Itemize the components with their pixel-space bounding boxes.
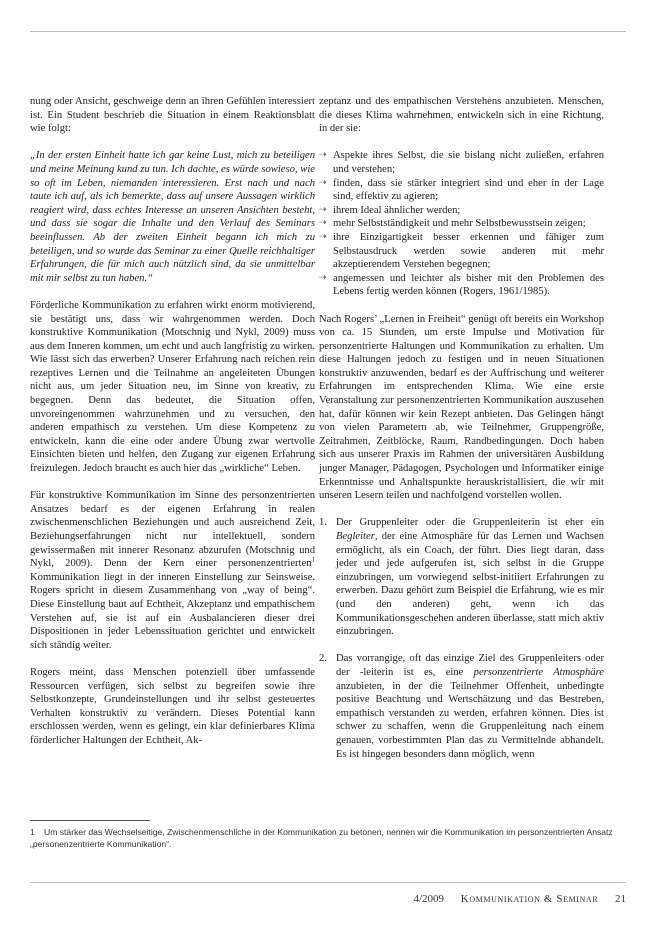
page-number: 21 [615,893,626,905]
arrow-bullet-icon: ⇢ [319,231,327,242]
left-column [30,95,315,761]
list-item: ⇢ finden, dass sie stärker integriert sind und eher in der Lage sind, effektiv zu agieren; [319,177,604,203]
paragraph: Nach Rogers’ „Lernen in Freiheit“ genügt oft bereits ein Workshop von ca. 15 Stunden, um erste Impulse und Motivation für personzentrierte Haltungen und Kommunikation zu erhalten. Um diese Haltungen jedoch zu festigen und in neuen Situationen konstruktiv anzuwenden, bedarf es der Auffrischung und weiterer Erfahrungen im entsprechenden Klima. Wie eine erste Veranstaltung zur personenzentrierten Kommunikation auszusehen hat, dafür können wir kein Rezept anbieten. Das Gelingen hängt von vielen Parametern ab, wie Teilnehmer, Gruppengröße, Zeitrahmen, Zeitblöcke, Raum, Randbedingungen. Doch haben sich aus unserer Praxis im Rahmen der universitären Ausbildung junger Manager, Pädagogen, Psychologen und Informatiker einige Erkenntnisse und Anhaltspunkte herauskristallisiert, die wir mit unseren Lesern teilen und nachfolgend vorstellen wollen. [319,313,604,502]
list-item: ⇢ Aspekte ihres Selbst, die sie bislang nicht zuließen, erfahren und verstehen; [319,150,604,175]
numbered-item: 2. Das vorrangige, oft das einzige Ziel des Gruppenleiters oder der -leiterin ist es, eine personzentrierte Atmosphäre anzubieten, in der die Teilnehmer Offenheit, unbedingte positive Beachtung und Wertschätzung und das Bestreben, empathisch verstanden zu werden, erfahren können. Dies ist schwer zu schaffen, wenn die Gruppenleitung nach einem genauen, vorbestimmten Plan das zu Vermittelnde abhandelt. Es ist hingegen besonders dann möglich, wenn [319,653,605,760]
arrow-bullet-list [319,149,604,299]
arrow-bullet-icon: ⇢ [319,204,327,215]
arrow-bullet-icon: ⇢ [319,218,327,229]
right-column [319,95,604,775]
student-quote: „In der ersten Einheit hatte ich gar keine Lust, mich zu beteiligen und meine Meinung kund zu tun. Ich dachte, es würde sowieso, wie so oft im Leben, niemanden interessieren. Erst nach und nach taute ich auf, als ich bemerkte, dass auf unsere Aussagen wirklich reagiert wird, dass echtes Interesse an unseren Ansichten besteht, und dass sie sogar die Inhalte und den Verlauf des Seminars beeinflussen. Ab der zweiten Einheit begann ich mich zu beteiligen, und so wurde das Seminar zu einer Quelle reichhaltiger Erfahrungen, die für mich auch nützlich sind, da sie unmittelbar mit mir selbst zu tun haben.“ [30,150,315,284]
paragraph: Förderliche Kommunikation zu erfahren wirkt enorm motivierend, sie bestätigt uns, dass wir wahrgenommen werden. Doch konstruktive Kommunikation (Motschnig und Nykl, 2009) muss aus dem Inneren kommen, um echt und auch langfristig zu wirken. Wie lässt sich das erwerben? Unserer Erfahrung nach reichen rein rezeptives Lernen und die Teilnahme an angeleiteten Übungen nicht aus, um jeder Situation neu, im Sinne von kreativ, zu begegnen. Denn das bedeutet, die Situation offen, unvoreingenommen wahrzunehmen und zu versuchen, den anderen empathisch zu verstehen. Um diese Kompetenz zu entwickeln, kann die eine oder andere Übung zwar wertvolle Einsichten bieten und helfen, den Zugang zur eigenen Erfahrung freizulegen. Jedoch braucht es auch hier das „wirkliche“ Leben. [30,299,315,475]
footnote-text: Um stärker das Wechselseitige, Zwischenmenschliche in der Kommunikation zu betonen, nennen wir die Kommunikation im personzentrierten Ansatz „personenzentrierte Kommunikation“. [30,827,613,849]
list-item: ⇢ angemessen und leichter als bisher mit den Problemen des Lebens fertig werden können (Rogers, 1961/1985). [319,272,604,298]
paragraph: zeptanz und des empathischen Verstehens anzubieten. Menschen, die dieses Klima wahrnehmen, entwickeln sich in eine Richtung, in der sie: [319,96,604,135]
paragraph: nung oder Ansicht, geschweige denn an ihren Gefühlen interessiert ist. Ein Student beschrieb die Situation in einem Reaktionsblatt wie folgt: [30,96,315,135]
emphasis: personzentrierte Atmosphäre [473,666,605,678]
paragraph-text: Kommunikation liegt in der inneren Einstellung zur Seinsweise. Rogers spricht in diesem Zusammenhang von „way of being“. Diese Einstellung baut auf Echtheit, Akzeptanz und empathischem Verstehen auf, sie ist auf ein Ausbalancieren dieser drei Dispositionen in jeder Lebenssituation gerichtet und entwickelt sich ständig weiter. [30,571,315,651]
footnote-marker[interactable]: 1 [311,555,315,564]
numbered-list [319,516,604,761]
emphasis: Begleiter [336,531,375,542]
top-rule [30,31,626,32]
item-number: 1. [319,517,327,529]
page-footer [413,893,626,905]
list-item: ⇢ ihrem Ideal ähnlicher werden; [319,204,461,216]
list-item: ⇢ ihre Einzigartigkeit besser erkennen und fähiger zum Selbstausdruck werden sowie anderen mit mehr akzeptierendem Verstehen begegnen; [319,231,604,271]
arrow-bullet-icon: ⇢ [319,177,327,188]
arrow-bullet-icon: ⇢ [319,150,327,161]
list-item: ⇢ mehr Selbstständigkeit und mehr Selbstbewusstsein zeigen; [319,218,586,230]
paragraph [30,489,315,652]
issue-number: 4/2009 [413,893,445,905]
paragraph: Rogers meint, dass Menschen potenziell über umfassende Ressourcen verfügen, sich selbst zu begreifen sowie ihre Selbstkonzepte, Grundeinstellungen und ihr selbst gesteuertes Verhalten konstruktiv zu verändern. Dieses Potential kann erschlossen werden, wenn es gelingt, ein klar definierbares Klima förderlicher Haltungen der Echtheit, Ak- [30,666,315,746]
journal-name: Kommunikation & Seminar [460,893,599,905]
arrow-bullet-icon: ⇢ [319,272,327,283]
paragraph-text: Für konstruktive Kommunikation im Sinne des personzentrierten Ansatzes bedarf es der eigenen Erfahrung in realen zwischenmenschlichen Beziehungen und auch ausreichend Zeit, Beziehungserfahrungen nicht nur intellektuell, sondern gewissermaßen mit innerer Resonanz abzurufen (Motschnig und Nykl, 2009). Denn der Kern einer personenzentrierten [30,490,315,570]
item-number: 2. [319,653,327,665]
footnote-number: 1 [30,827,35,837]
numbered-item: 1. Der Gruppenleiter oder die Gruppenleiterin ist eher ein Begleiter, der eine Atmosphäre für das Lernen und Wachsen ermöglicht, als ein Coach, der führt. Dies liegt daran, dass jeder und jede aufgerufen ist, sich selbst in die Gruppe einzubringen, um vorwiegend selbst-initiiert Erfahrungen zu erwerben. Dazu gehört zum Beispiel die Erfahrung, wie es mir (und den anderen) geht, wenn ich das Kommunikationsgeschehen anderen überlasse, statt mich aktiv einzubringen. [319,517,604,638]
footnote [30,826,626,850]
bottom-rule [30,882,626,883]
footnote-rule [30,820,150,821]
